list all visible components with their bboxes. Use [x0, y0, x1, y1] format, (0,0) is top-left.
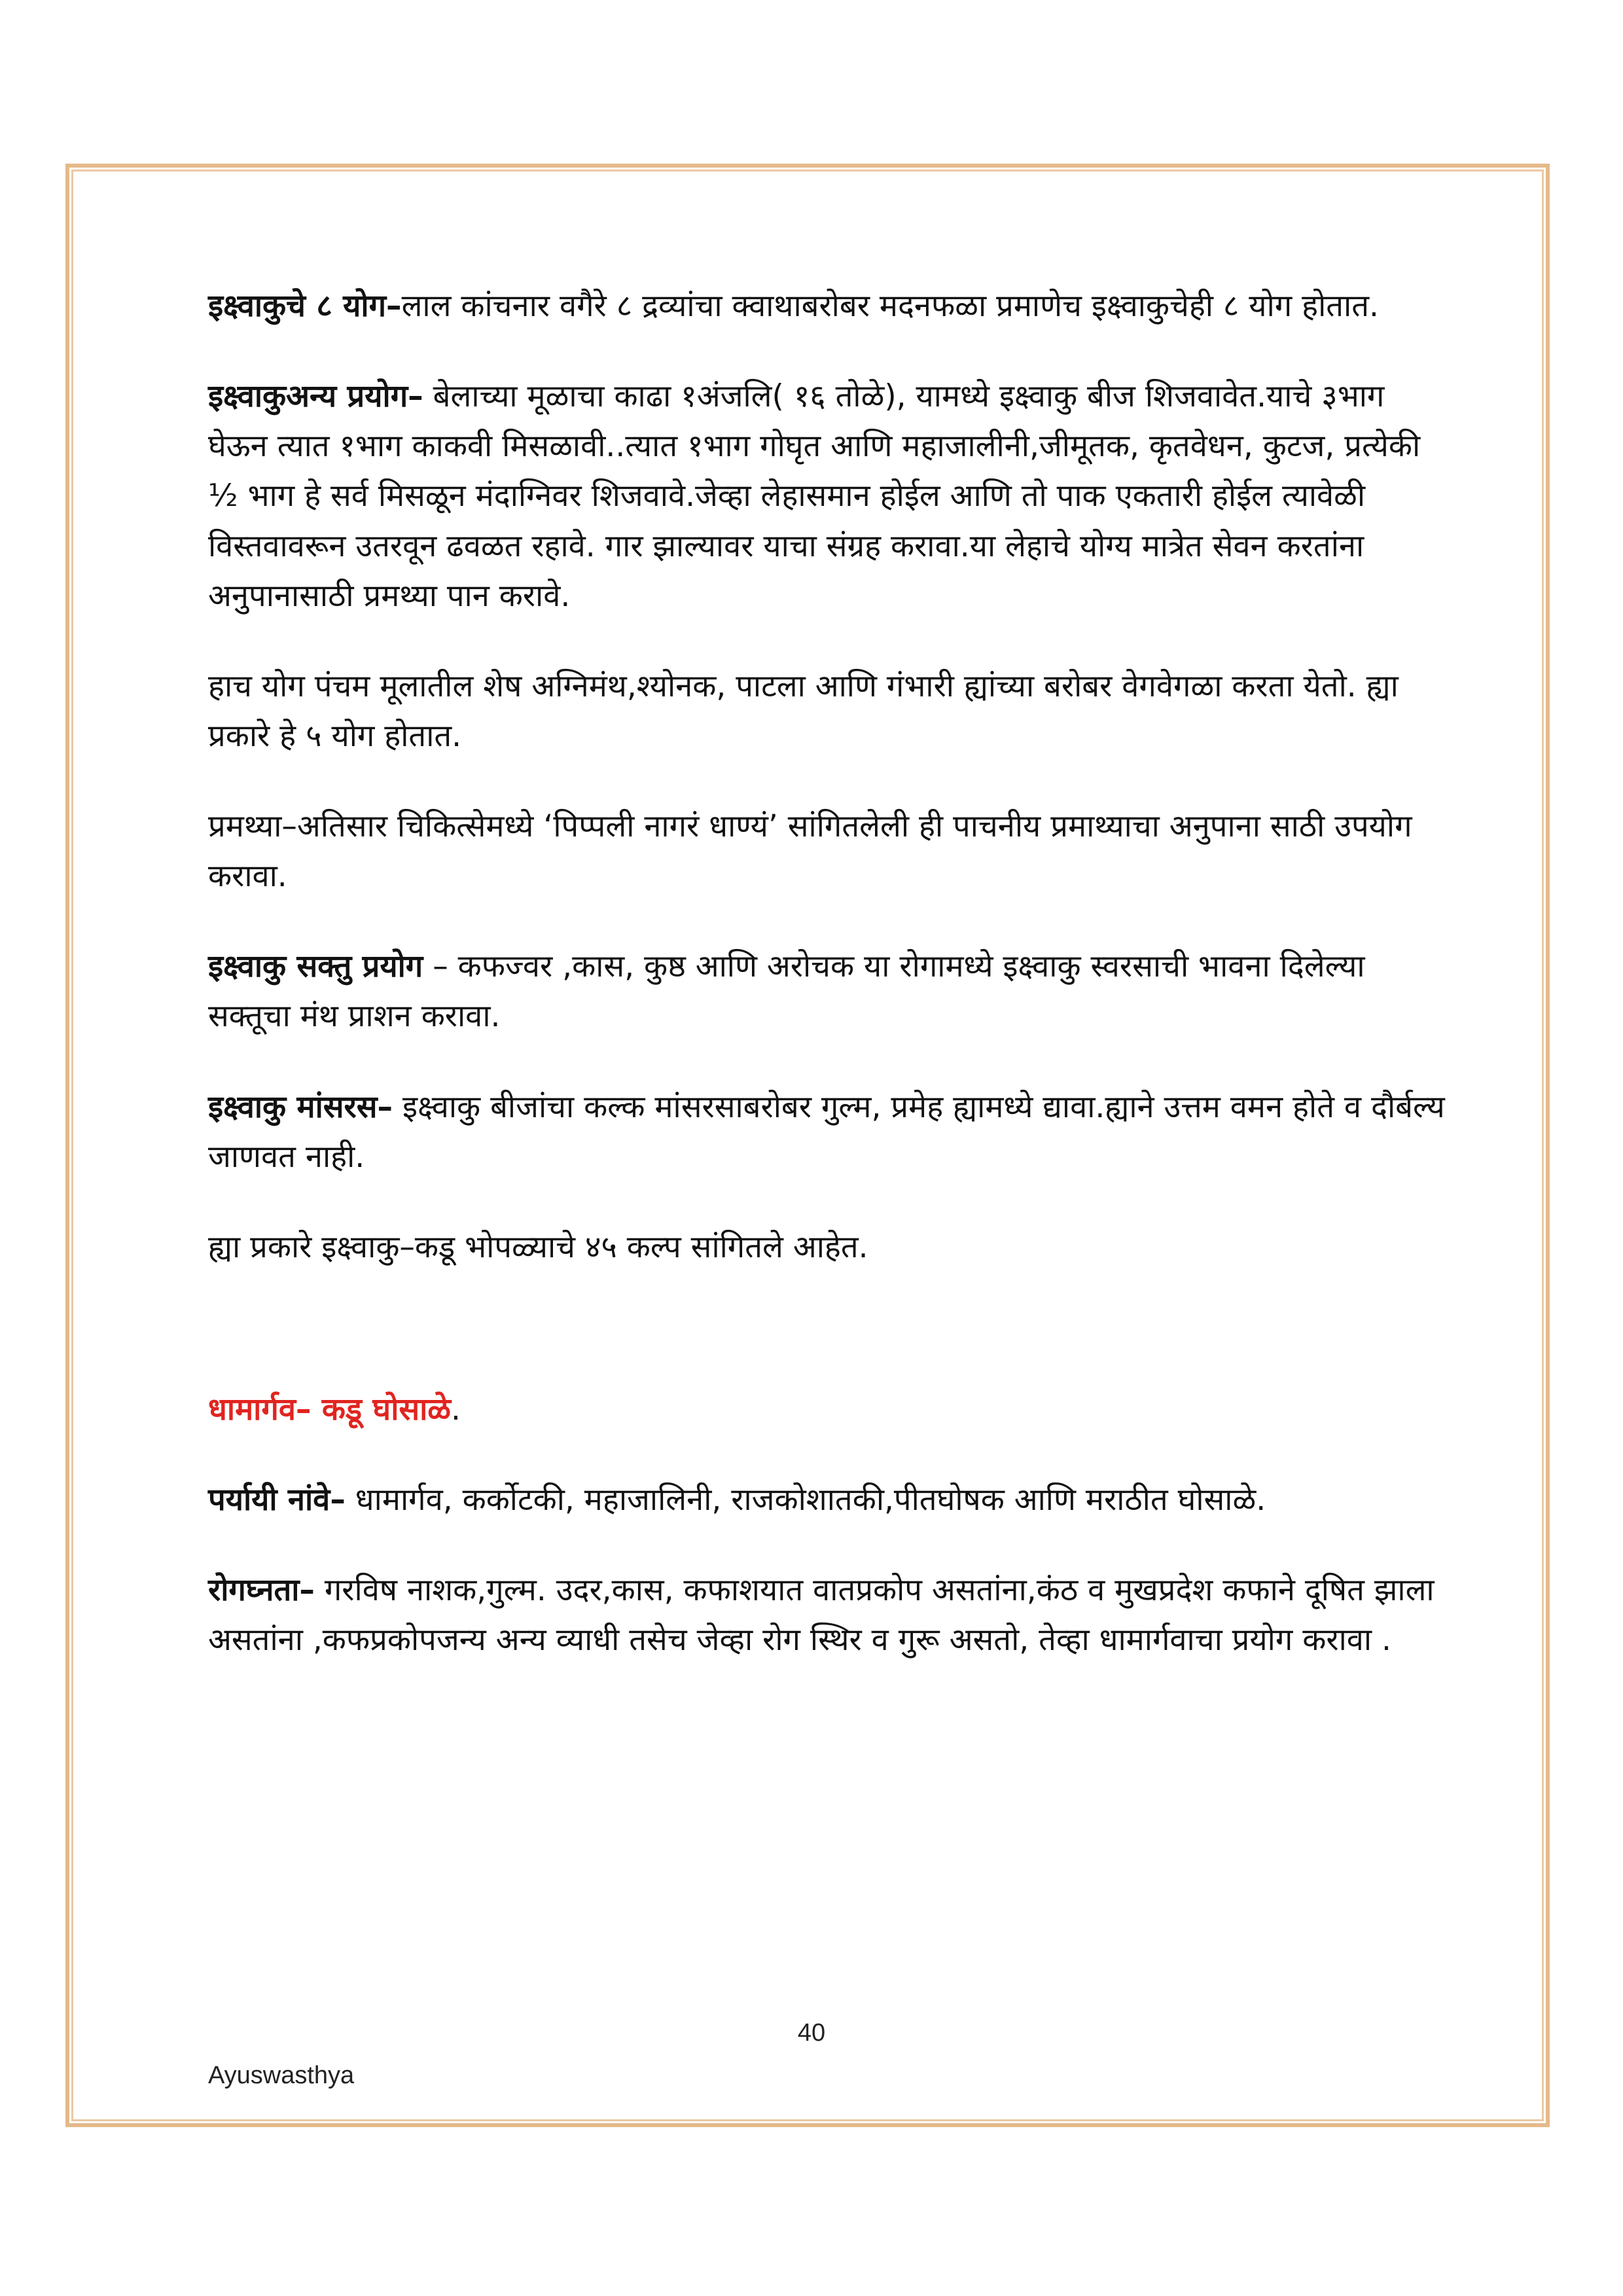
- paragraph-paryayi-nave: [208, 1475, 1452, 1525]
- paragraph-heading: रोगघ्नता–: [208, 1572, 315, 1609]
- section-title-suffix: .: [451, 1391, 461, 1427]
- section-spacer: [208, 1313, 1452, 1385]
- paragraph-text: धामार्गव, कर्कोटकी, महाजालिनी, राजकोशातकी,पीतघोषक आणि मराठीत घोसाळे.: [345, 1482, 1266, 1518]
- section-title: [208, 1385, 1452, 1435]
- paragraph-heading: इक्ष्वाकुअन्य प्रयोग–: [208, 378, 423, 415]
- paragraph-text: ह्या प्रकारे इक्ष्वाकु–कडू भोपळ्याचे ४५ कल्प सांगितले आहेत.: [208, 1229, 868, 1265]
- paragraph-ikshvaku-mansaras: [208, 1083, 1452, 1182]
- document-body: [208, 281, 1452, 1706]
- paragraph-rogaghnata: [208, 1566, 1452, 1665]
- paragraph-text: गरविष नाशक,गुल्म. उदर,कास, कफाशयात वातप्रकोप असतांना,कंठ व मुखप्रदेश कफाने दूषित झाला असतांना ,कफप्रकोपजन्य अन्य व्याधी तसेच जेव्हा रोग स्थिर व गुरू असतो, तेव्हा धामार्गवाचा प्रयोग करावा .: [208, 1572, 1435, 1659]
- paragraph-text: बेलाच्या मूळाचा काढा १अंजलि( १६ तोळे), यामध्ये इक्ष्वाकु बीज शिजवावेत.याचे ३भाग घेऊन त्यात १भाग काकवी मिसळावी..त्यात १भाग गोघृत आणि महाजालीनी,जीमूतक, कृतवेधन, कुटज, प्रत्येकी ½ भाग हे सर्व मिसळून मंदाग्निवर शिजवावे.जेव्हा लेहासमान होईल आणि तो पाक एकतारी होईल त्यावेळी विस्तवावरून उतरवून ढवळत रहावे. गार झाल्यावर याचा संग्रह करावा.या लेहाचे योग्य मात्रेत सेवन करतांना अनुपानासाठी प्रमथ्या पान करावे.: [208, 378, 1421, 614]
- paragraph-ikshvaku-8-yog: [208, 281, 1452, 331]
- section-title-text: धामार्गव– कडू घोसाळे: [208, 1391, 452, 1427]
- paragraph-text: प्रमथ्या–अतिसार चिकित्सेमध्ये ‘पिप्पली नागरं धाण्यं’ सांगितलेली ही पाचनीय प्रमाथ्याचा अनुपाना साठी उपयोग करावा.: [208, 808, 1412, 895]
- paragraph-text: – कफज्वर ,कास, कुष्ठ आणि अरोचक या रोगामध्ये इक्ष्वाकु स्वरसाची भावना दिलेल्या सक्तूचा मंथ प्राशन करावा.: [208, 948, 1365, 1035]
- paragraph-text: इक्ष्वाकु बीजांचा कल्क मांसरसाबरोबर गुल्म, प्रमेह ह्यामध्ये द्यावा.ह्याने उत्तम वमन होते व दौर्बल्य जाणवत नाही.: [208, 1088, 1445, 1175]
- paragraph-text: हाच योग पंचम मूलातील शेष अग्निमंथ,श्योनक, पाटला आणि गंभारी ह्यांच्या बरोबर वेगवेगळा करता येतो. ह्या प्रकारे हे ५ योग होतात.: [208, 668, 1399, 754]
- paragraph-heading: इक्ष्वाकुचे ८ योग–: [208, 288, 402, 324]
- paragraph-45-kalp: [208, 1223, 1452, 1272]
- paragraph-pancham-mool: [208, 662, 1452, 761]
- page-number: 40: [797, 2019, 826, 2047]
- paragraph-ikshvaku-anya-prayog: [208, 372, 1452, 621]
- footer-brand: Ayuswasthya: [208, 2062, 355, 2089]
- paragraph-ikshvaku-saktu: [208, 942, 1452, 1041]
- paragraph-heading: पर्यायी नांवे–: [208, 1482, 346, 1518]
- paragraph-pramathya: [208, 802, 1452, 901]
- paragraph-text: लाल कांचनार वगैरे ८ द्रव्यांचा क्वाथाबरोबर मदनफळा प्रमाणेच इक्ष्वाकुचेही ८ योग होतात.: [401, 288, 1379, 324]
- paragraph-heading: इक्ष्वाकु सक्तु प्रयोग: [208, 948, 423, 985]
- paragraph-heading: इक्ष्वाकु मांसरस–: [208, 1088, 393, 1125]
